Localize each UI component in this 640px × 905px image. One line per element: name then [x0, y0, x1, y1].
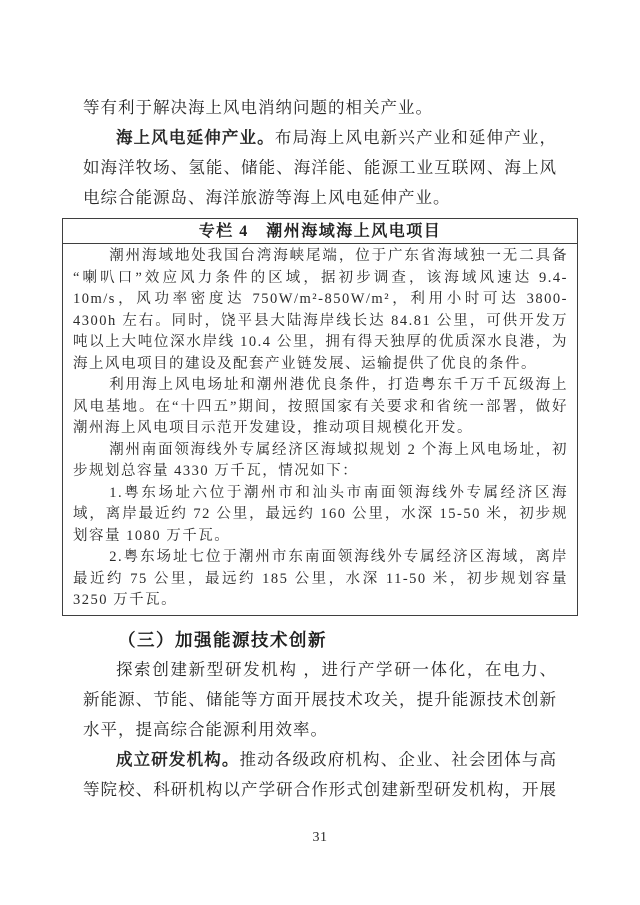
column-box	[62, 218, 578, 616]
paragraph-extend-lead: 海上风电延伸产业。	[116, 128, 275, 147]
paragraph-rd-body: 推动各级政府机构、企业、社会团体与高等院校、科研机构以产学研合作形式创建新型研发机构，开展	[83, 749, 558, 799]
box-paragraph: 利用海上风电场址和潮州港优良条件，打造粤东千万千瓦级海上风电基地。在“十四五”期间，按照国家有关要求和省统一部署，做好潮州海上风电项目示范开发建设，推动项目规模化开发。	[73, 377, 568, 436]
box-paragraph: 潮州海域地处我国台湾海峡尾端，位于广东省海域独一无二具备“喇叭口”效应风力条件的区域，据初步调查，该海域风速达 9.4-10m/s，风功率密度达 750W/m²-850W/m²，利用小时可达 3800-4300h 左右。同时，饶平县大陆海岸线长达 84.81 公里，可供开发万吨以上大吨位深水岸线 10.4 公里，拥有得天独厚的优质深水良港，为海上风电项目的建设及配套产业链发展、运输提供了优良的条件。	[73, 248, 568, 372]
paragraph-extend-body: 布局海上风电新兴产业和延伸产业，如海洋牧场、氢能、储能、海洋能、能源工业互联网、海上风电综合能源岛、海洋旅游等海上风电延伸产业。	[83, 128, 558, 207]
section-heading-energy-tech: （三）加强能源技术创新	[118, 629, 327, 650]
paragraph-extend-industry	[83, 123, 557, 213]
paragraph-establish-rd	[83, 745, 557, 805]
column-box-body	[63, 244, 577, 615]
box-paragraph: 2.粤东场址七位于潮州市东南面领海线外专属经济区海域，离岸最近约 75 公里，最远约 185 公里，水深 11-50 米，初步规划容量 3250 万千瓦。	[73, 549, 568, 608]
page-number: 31	[312, 830, 328, 845]
column-box-title: 专栏 4 潮州海域海上风电项目	[63, 219, 577, 244]
paragraph-explore-rd: 探索创建新型研发机构 ，进行产学研一体化，在电力、新能源、节能、储能等方面开展技术攻关，提升能源技术创新水平，提高综合能源利用效率。	[83, 659, 557, 739]
box-paragraph: 1.粤东场址六位于潮州市和汕头市南面领海线外专属经济区海域，离岸最近约 72 公里，最远约 160 公里，水深 15-50 米，初步规划容量 1080 万千瓦。	[73, 484, 568, 544]
paragraph-consume-industry: 等有利于解决海上风电消纳问题的相关产业。	[83, 98, 433, 117]
page-content	[73, 93, 568, 805]
box-paragraph: 潮州南面领海线外专属经济区海域拟规划 2 个海上风电场址，初步规划总容量 4330 万千瓦，情况如下：	[73, 441, 568, 479]
paragraph-rd-lead: 成立研发机构。	[116, 749, 240, 769]
